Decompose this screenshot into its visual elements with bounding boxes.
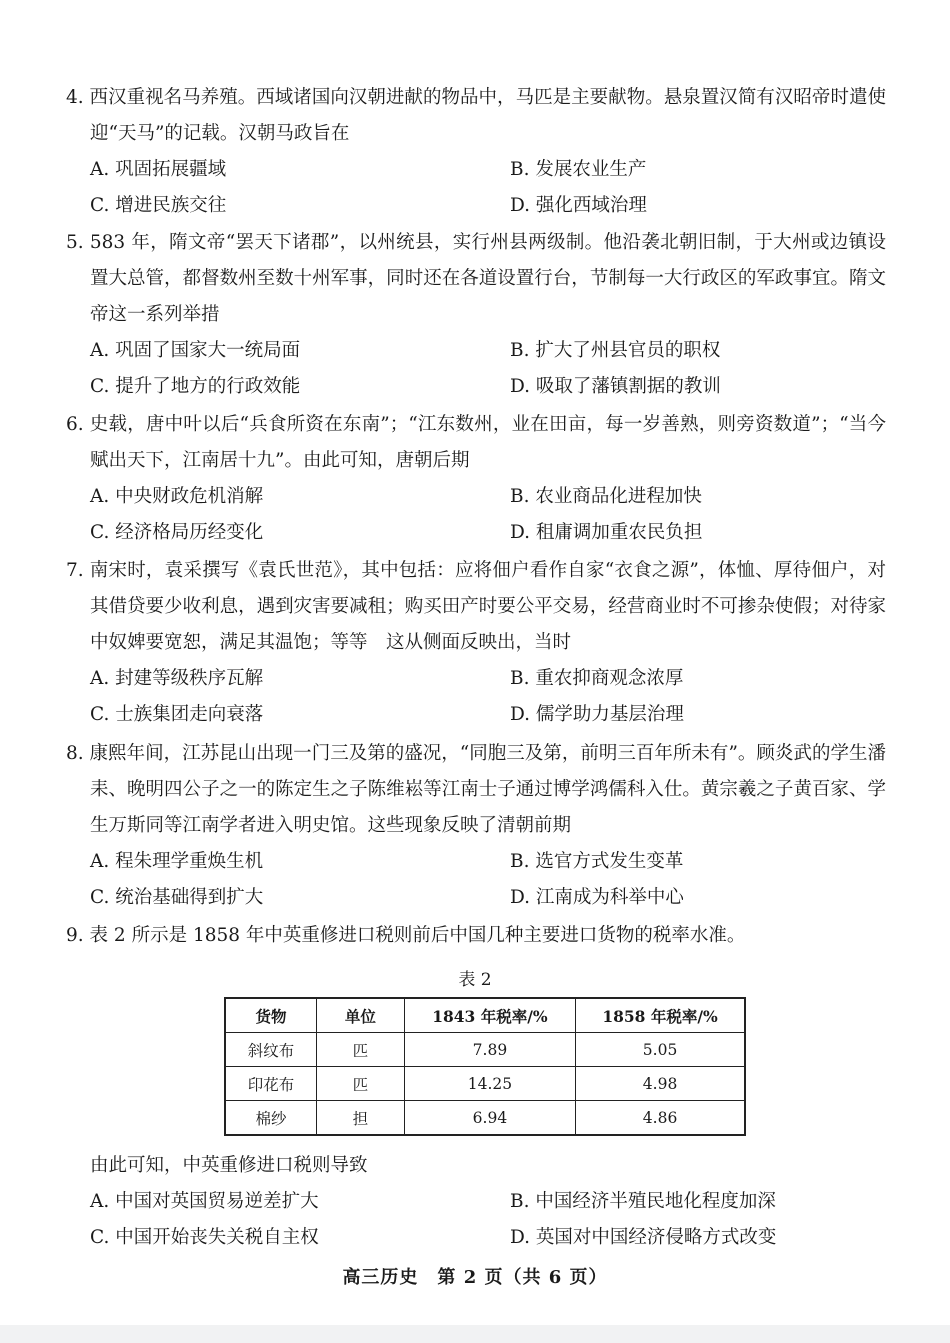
question-5-stem: 5. 583 年，隋文帝“罢天下诸郡”，以州统县，实行州县两级制。他沿袭北朝旧制，于大州或边镇设置大总管，都督数州至数十州军事，同时还在各道设置行台，节制每一大行政区的军政事宜。隋文帝这一系列举措 — [66, 232, 886, 325]
question-9 — [66, 918, 886, 954]
option-d: D. 江南成为科举中心 — [510, 887, 684, 908]
cell-goods: 棉纱 — [225, 1101, 317, 1136]
option-a: A. 封建等级秩序瓦解 — [90, 668, 264, 689]
option-b: B. 扩大了州县官员的职权 — [510, 340, 721, 361]
option-c: C. 增进民族交往 — [90, 195, 227, 216]
option-d: D. 吸取了藩镇割据的教训 — [510, 376, 721, 397]
question-9-stem: 9. 表 2 所示是 1858 年中英重修进口税则前后中国几种主要进口货物的税率水准。 — [66, 925, 746, 946]
tariff-table — [224, 997, 746, 1136]
cell-goods: 印花布 — [225, 1067, 317, 1101]
option-d: D. 英国对中国经济侵略方式改变 — [510, 1227, 777, 1248]
cell-rate-1843: 6.94 — [404, 1101, 575, 1136]
question-6 — [66, 407, 886, 551]
option-d: D. 租庸调加重农民负担 — [510, 522, 703, 543]
option-d: D. 强化西域治理 — [510, 195, 647, 216]
question-8-options — [66, 844, 886, 916]
option-b: B. 选官方式发生变革 — [510, 851, 684, 872]
option-b: B. 重农抑商观念浓厚 — [510, 668, 684, 689]
option-a: A. 巩固了国家大一统局面 — [90, 340, 301, 361]
cell-rate-1858: 5.05 — [576, 1033, 745, 1067]
question-7 — [66, 553, 886, 733]
option-c: C. 士族集团走向衰落 — [90, 704, 264, 725]
option-b: B. 发展农业生产 — [510, 159, 647, 180]
table-row — [225, 1101, 745, 1136]
question-4-options — [66, 152, 886, 224]
table-row — [225, 1033, 745, 1067]
question-8-stem: 8. 康熙年间，江苏昆山出现一门三及第的盛况，“同胞三及第，前明三百年所未有”。顾炎武的学生潘耒、晚明四公子之一的陈定生之子陈维崧等江南士子通过博学鸿儒科入仕。黄宗羲之子黄百家、学生万斯同等江南学者进入明史馆。这些现象反映了清朝前期 — [66, 743, 886, 836]
question-5 — [66, 225, 886, 405]
cell-unit: 担 — [317, 1101, 405, 1136]
question-6-stem: 6. 史载，唐中叶以后“兵食所资在东南”；“江东数州，业在田亩，每一岁善熟，则旁资数道”；“当今赋出天下，江南居十九”。由此可知，唐朝后期 — [66, 414, 886, 471]
table-row — [225, 1067, 745, 1101]
cell-rate-1843: 7.89 — [404, 1033, 575, 1067]
option-d: D. 儒学助力基层治理 — [510, 704, 684, 725]
cell-goods: 斜纹布 — [225, 1033, 317, 1067]
page-footer: 高三历史 第 2 页（共 6 页） — [342, 1267, 608, 1288]
cell-rate-1843: 14.25 — [404, 1067, 575, 1101]
cell-unit: 匹 — [317, 1033, 405, 1067]
option-a: A. 中国对英国贸易逆差扩大 — [90, 1191, 319, 1212]
question-9-options — [90, 1184, 890, 1256]
question-7-stem: 7. 南宋时，袁采撰写《袁氏世范》，其中包括：应将佃户看作自家“衣食之源”，体恤、厚待佃户，对其借贷要少收利息，遇到灾害要减租；购买田产时要公平交易，经营商业时不可掺杂使假；对待家中奴婢要宽恕，满足其温饱；等等 这从侧面反映出，当时 — [66, 560, 886, 653]
option-a: A. 中央财政危机消解 — [90, 486, 264, 507]
question-6-options — [66, 479, 886, 551]
table-caption: 表 2 — [458, 970, 492, 990]
question-9-conclusion: 由此可知，中英重修进口税则导致 — [90, 1155, 368, 1176]
option-c: C. 提升了地方的行政效能 — [90, 376, 301, 397]
cell-unit: 匹 — [317, 1067, 405, 1101]
question-5-options — [66, 333, 886, 405]
cell-rate-1858: 4.86 — [576, 1101, 745, 1136]
header-goods: 货物 — [225, 998, 317, 1033]
header-unit: 单位 — [317, 998, 405, 1033]
header-rate-1858: 1858 年税率/% — [576, 998, 745, 1033]
question-7-options — [66, 661, 886, 733]
table-header-row — [225, 998, 745, 1033]
option-b: B. 中国经济半殖民地化程度加深 — [510, 1191, 776, 1212]
option-c: C. 统治基础得到扩大 — [90, 887, 264, 908]
question-4-stem: 4. 西汉重视名马养殖。西域诸国向汉朝进献的物品中，马匹是主要献物。悬泉置汉简有汉昭帝时遣使迎“天马”的记载。汉朝马政旨在 — [66, 87, 886, 144]
question-8 — [66, 736, 886, 916]
option-b: B. 农业商品化进程加快 — [510, 486, 702, 507]
option-a: A. 程朱理学重焕生机 — [90, 851, 264, 872]
option-c: C. 经济格局历经变化 — [90, 522, 264, 543]
option-a: A. 巩固拓展疆域 — [90, 159, 227, 180]
header-rate-1843: 1843 年税率/% — [404, 998, 575, 1033]
option-c: C. 中国开始丧失关税自主权 — [90, 1227, 319, 1248]
question-9-followup — [90, 1148, 890, 1256]
cell-rate-1858: 4.98 — [576, 1067, 745, 1101]
bottom-strip — [0, 1325, 950, 1343]
question-4 — [66, 80, 886, 224]
